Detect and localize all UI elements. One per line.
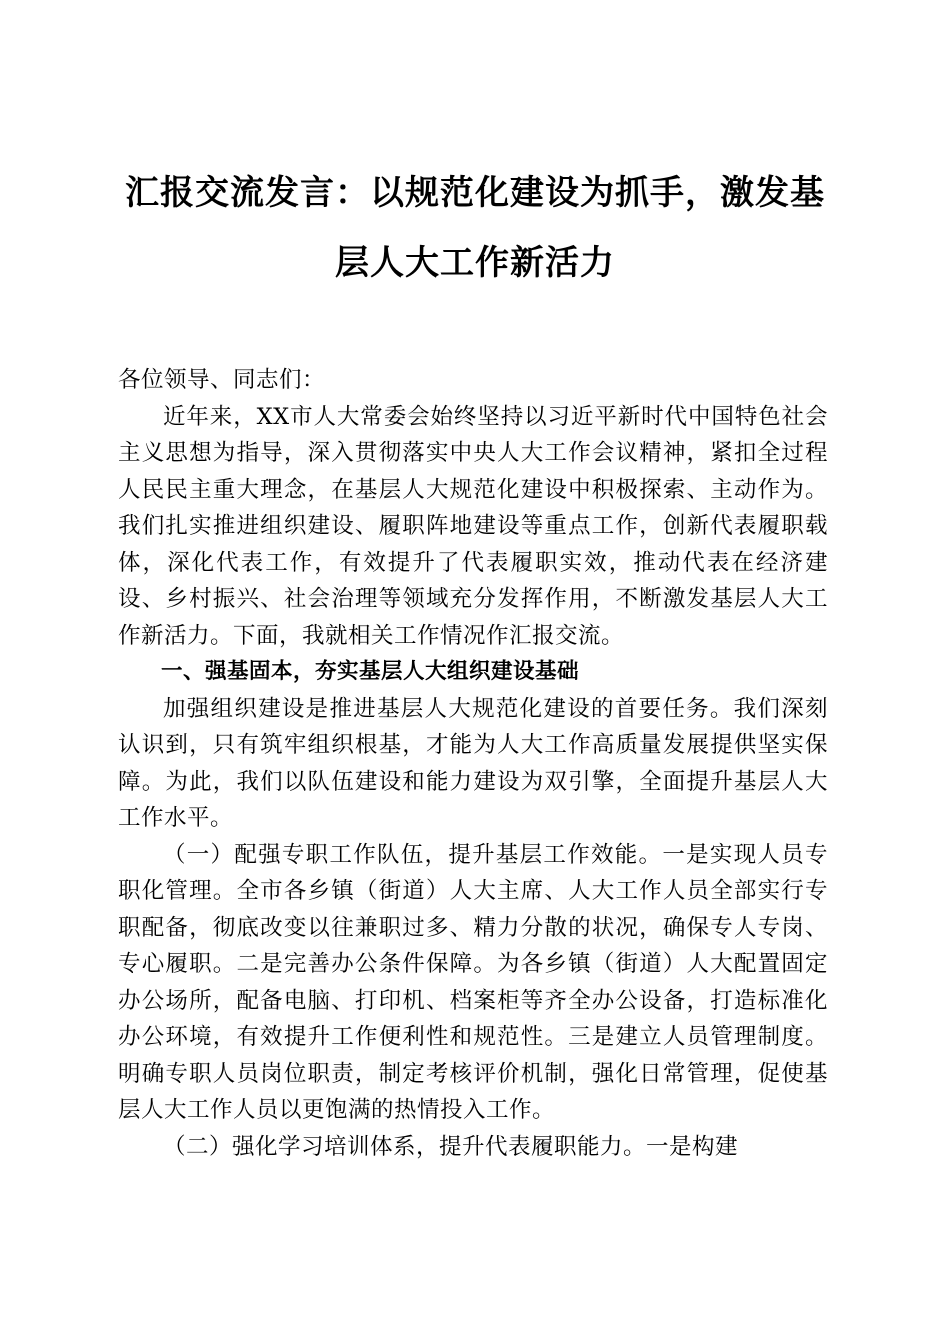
document-title-line-2: 层人大工作新活力	[335, 243, 615, 283]
paragraph-section-intro: 加强组织建设是推进基层人大规范化建设的首要任务。我们深刻认识到，只有筑牢组织根基，才能为人大工作高质量发展提供坚实保障。为此，我们以队伍建设和能力建设为双引擎，全面提升基层人大工作水平。	[118, 695, 828, 831]
document-title-line-1: 汇报交流发言：以规范化建设为抓手，激发基	[125, 173, 825, 213]
paragraph-subsection-2: （二）强化学习培训体系，提升代表履职能力。一是构建	[163, 1133, 739, 1160]
paragraph-subsection-1: （一）配强专职工作队伍，提升基层工作效能。一是实现人员专职化管理。全市各乡镇（街道）人大主席、人大工作人员全部实行专职配备，彻底改变以往兼职过多、精力分散的状况，确保专人专岗、专心履职。二是完善办公条件保障。为各乡镇（街道）人大配置固定办公场所，配备电脑、打印机、档案柜等齐全办公设备，打造标准化办公环境，有效提升工作便利性和规范性。三是建立人员管理制度。明确专职人员岗位职责，制定考核评价机制，强化日常管理，促使基层人大工作人员以更饱满的热情投入工作。	[118, 841, 828, 1123]
document-body	[118, 362, 828, 1165]
salutation: 各位领导、同志们：	[118, 367, 326, 393]
section-heading: 一、强基固本，夯实基层人大组织建设基础	[161, 659, 580, 684]
paragraph-intro: 近年来，XX市人大常委会始终坚持以习近平新时代中国特色社会主义思想为指导，深入贯彻落实中央人大工作会议精神，紧扣全过程人民民主重大理念，在基层人大规范化建设中积极探索、主动作为。我们扎实推进组织建设、履职阵地建设等重点工作，创新代表履职载体，深化代表工作，有效提升了代表履职实效，推动代表在经济建设、乡村振兴、社会治理等领域充分发挥作用，不断激发基层人大工作新活力。下面，我就相关工作情况作汇报交流。	[118, 403, 828, 649]
